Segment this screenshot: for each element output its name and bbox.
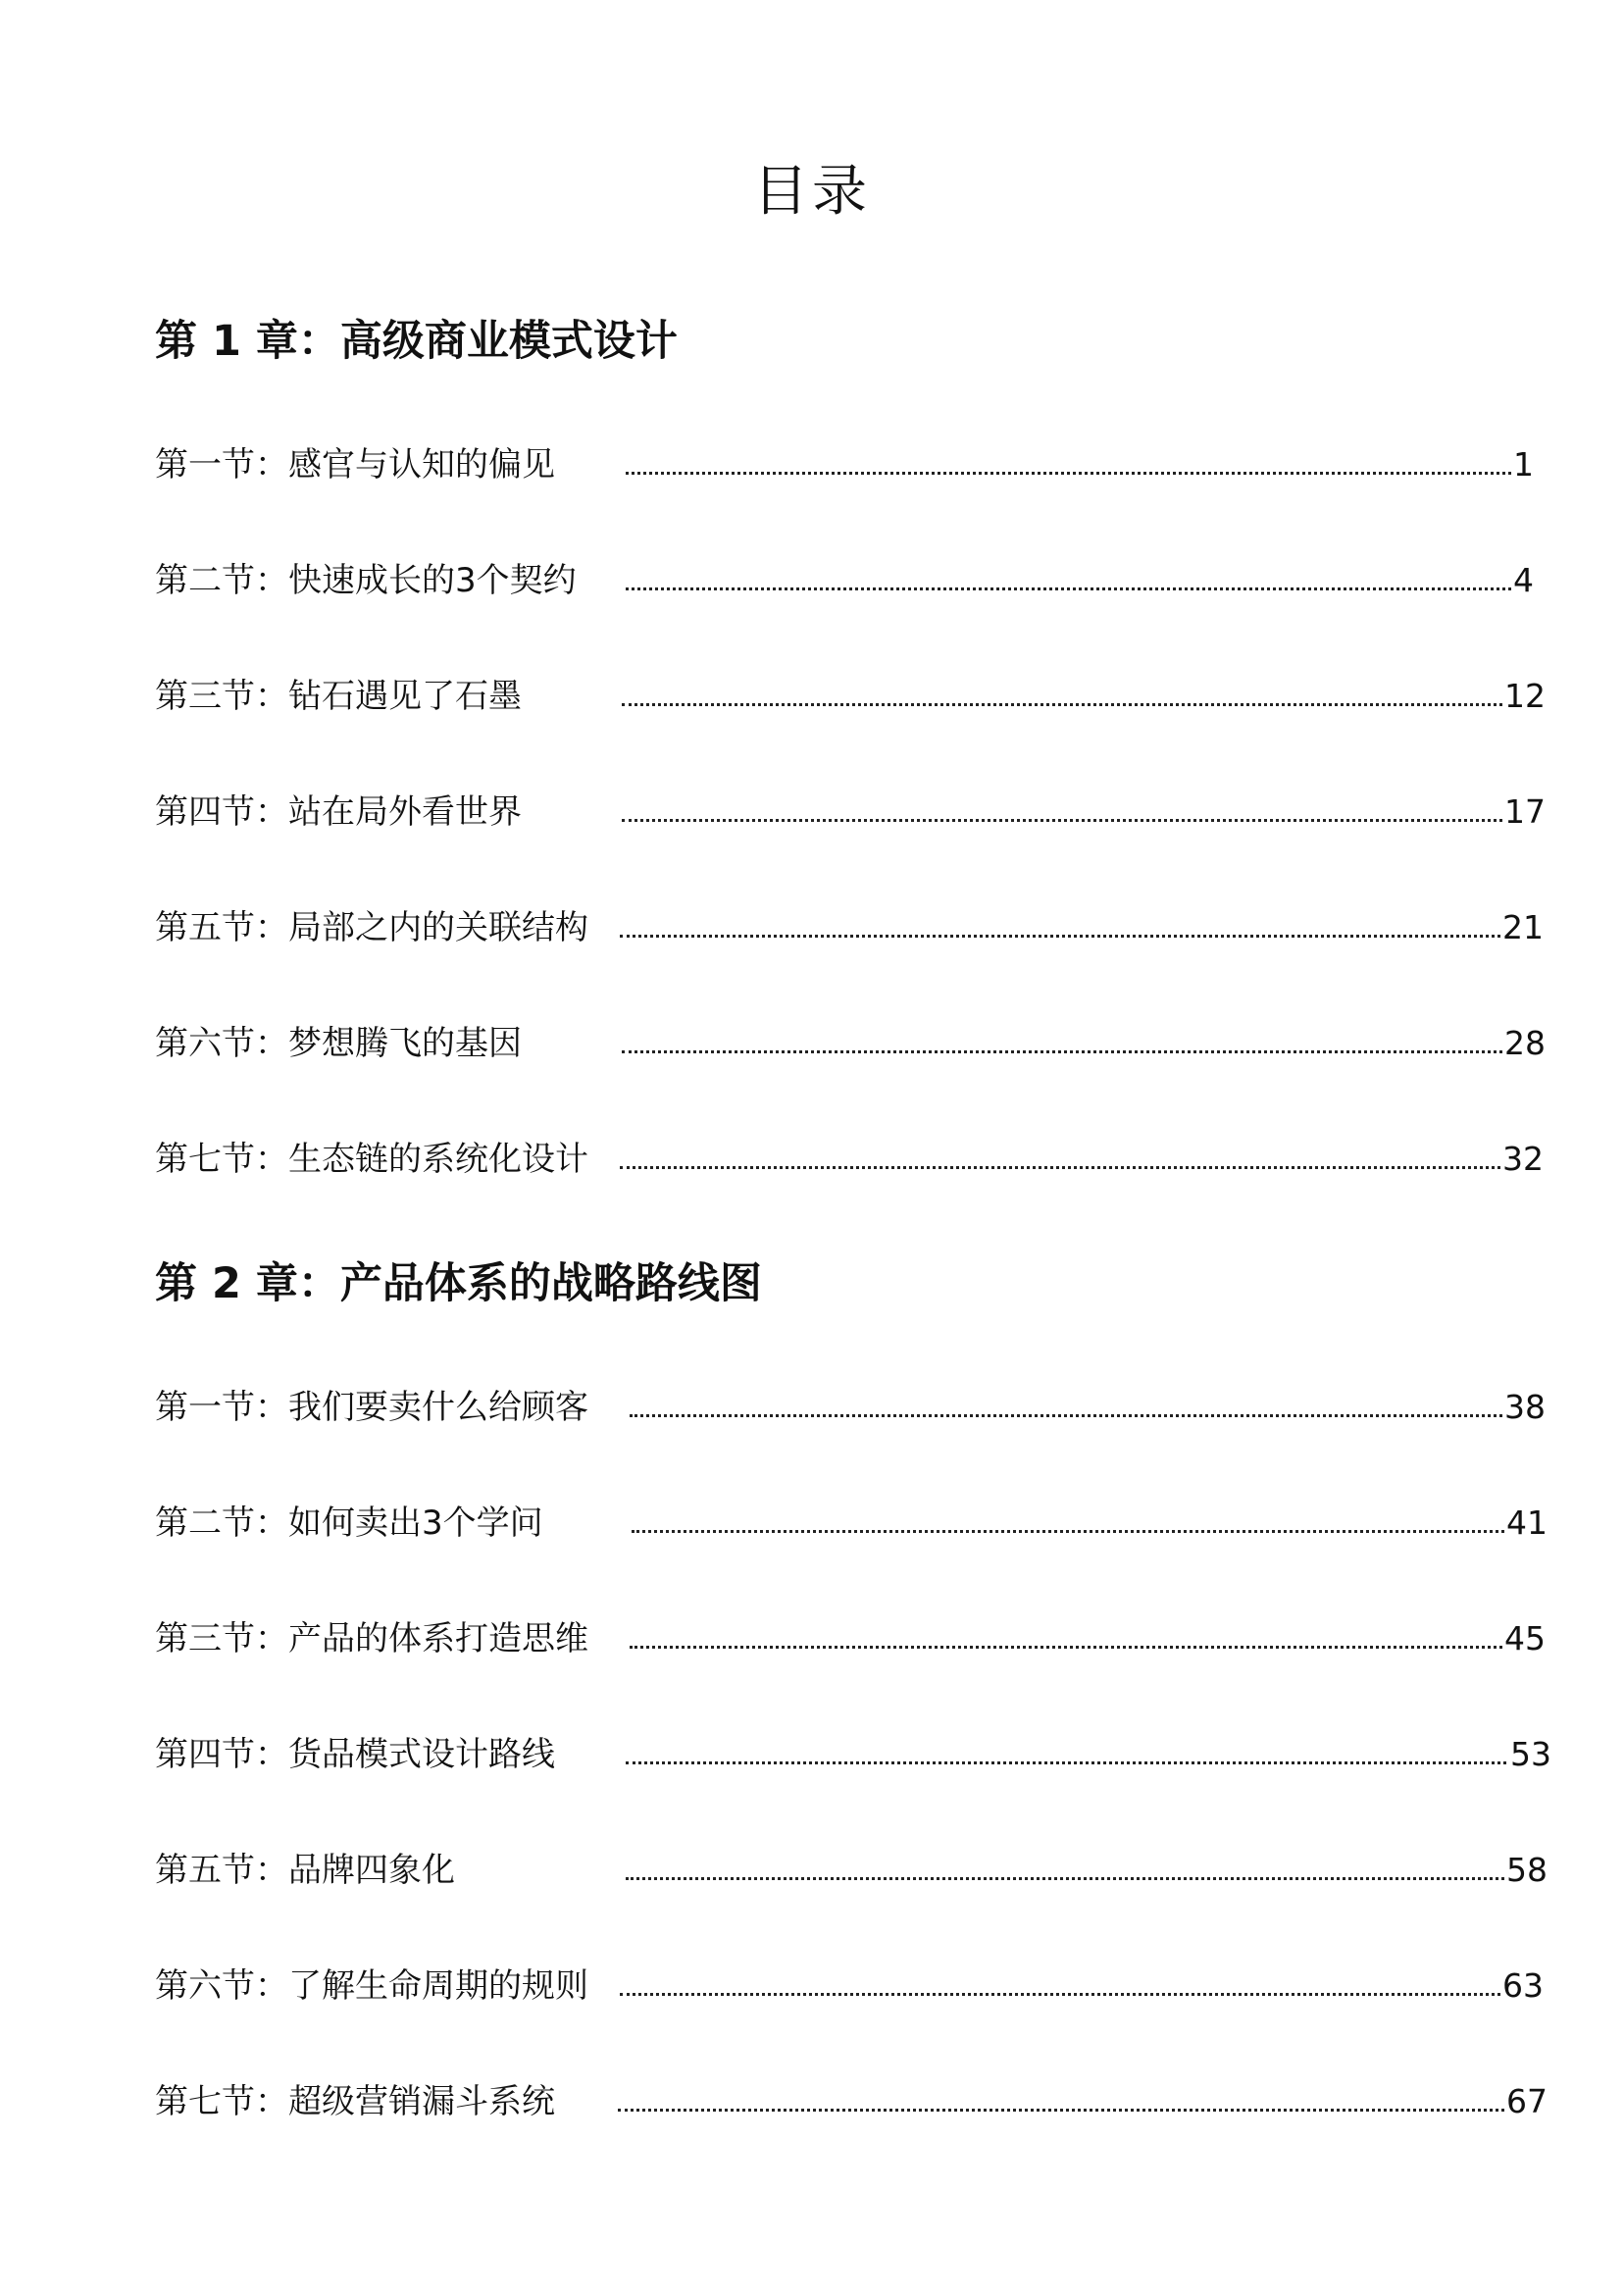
toc-page-number: 21 (1502, 908, 1544, 946)
dot-leader (626, 1761, 1506, 1764)
toc-section-label: 第三节：产品的体系打造思维 (155, 1619, 588, 1658)
dot-leader (630, 1646, 1502, 1649)
toc-page-number: 32 (1502, 1140, 1544, 1178)
toc-entry[interactable] (155, 672, 1546, 721)
toc-entry[interactable] (155, 1962, 1544, 2011)
dot-leader (622, 1050, 1502, 1053)
toc-section-label: 第四节：货品模式设计路线 (155, 1735, 555, 1774)
dot-leader (626, 1877, 1504, 1880)
toc-entry[interactable] (155, 1019, 1546, 1068)
toc-entry[interactable] (155, 1499, 1548, 1548)
dot-leader (622, 703, 1502, 706)
toc-page-number: 41 (1506, 1504, 1548, 1542)
toc-section-label: 第五节：品牌四象化 (155, 1851, 455, 1890)
toc-section-label: 第六节：梦想腾飞的基因 (155, 1024, 522, 1063)
toc-page-number: 53 (1510, 1735, 1551, 1773)
chapter-title: 第 1 章：高级商业模式设计 (155, 317, 678, 366)
toc-entry[interactable] (155, 788, 1546, 837)
toc-entry[interactable] (155, 440, 1534, 489)
toc-section-label: 第一节：感官与认知的偏见 (155, 445, 555, 484)
toc-section-label: 第六节：了解生命周期的规则 (155, 1966, 588, 2006)
toc-page-number: 67 (1506, 2082, 1548, 2120)
toc-section-label: 第七节：超级营销漏斗系统 (155, 2082, 555, 2121)
dot-leader (620, 1993, 1500, 1996)
toc-section-label: 第二节：如何卖出3个学问 (155, 1504, 543, 1543)
dot-leader (626, 472, 1511, 475)
toc-page-number: 12 (1504, 677, 1546, 715)
dot-leader (630, 1414, 1502, 1417)
toc-section-label: 第三节：钻石遇见了石墨 (155, 677, 522, 716)
toc-entry[interactable] (155, 2077, 1548, 2126)
toc-entry[interactable] (155, 556, 1534, 605)
toc-page-number: 17 (1504, 792, 1546, 831)
chapter-title: 第 2 章：产品体系的战略路线图 (155, 1259, 762, 1308)
toc-entry[interactable] (155, 903, 1544, 952)
toc-page-number: 4 (1513, 561, 1534, 599)
toc-section-label: 第二节：快速成长的3个契约 (155, 561, 577, 600)
toc-page-number: 45 (1504, 1619, 1546, 1657)
toc-entry[interactable] (155, 1135, 1544, 1184)
page-title: 目录 (753, 160, 871, 224)
dot-leader (618, 2109, 1504, 2112)
toc-section-label: 第七节：生态链的系统化设计 (155, 1140, 588, 1179)
toc-entry[interactable] (155, 1614, 1546, 1663)
dot-leader (632, 1530, 1504, 1533)
toc-section-label: 第五节：局部之内的关联结构 (155, 908, 588, 947)
toc-page-number: 58 (1506, 1851, 1548, 1889)
dot-leader (620, 935, 1500, 938)
toc-page-number: 63 (1502, 1966, 1544, 2005)
toc-section-label: 第一节：我们要卖什么给顾客 (155, 1388, 588, 1427)
toc-page-number: 1 (1513, 445, 1534, 484)
dot-leader (626, 587, 1511, 590)
toc-page-number: 28 (1504, 1024, 1546, 1062)
toc-section-label: 第四节：站在局外看世界 (155, 792, 522, 832)
toc-entry[interactable] (155, 1383, 1546, 1432)
toc-page-number: 38 (1504, 1388, 1546, 1426)
dot-leader (620, 1166, 1500, 1169)
dot-leader (622, 819, 1502, 822)
toc-entry[interactable] (155, 1730, 1551, 1779)
toc-entry[interactable] (155, 1846, 1548, 1895)
